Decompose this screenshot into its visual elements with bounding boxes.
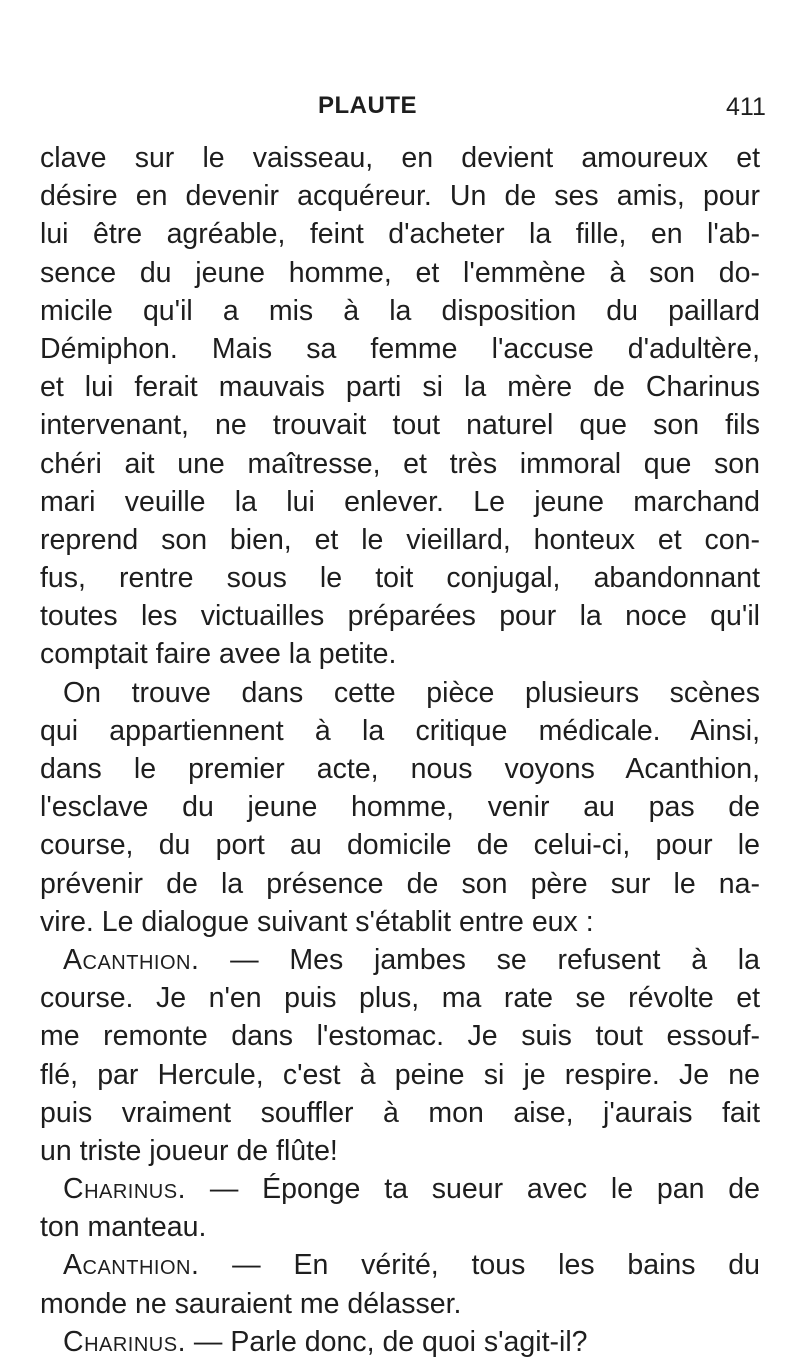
dialogue-text: — Éponge ta sueur avec le pan de: [186, 1173, 760, 1206]
dialogue-line: [40, 941, 760, 979]
speaker-name: Acanthion.: [63, 943, 200, 976]
text-line: sence du jeune homme, et l'emmène à son do-: [40, 256, 760, 289]
text-line: qui appartiennent à la critique médicale. Ainsi,: [40, 714, 760, 747]
dialogue-text: — En vérité, tous les bains du: [199, 1249, 760, 1282]
text-line: intervenant, ne trouvait tout naturel que son fils: [40, 409, 760, 442]
text-line: dans le premier acte, nous voyons Acanthion,: [40, 753, 760, 785]
dialogue-line: [40, 1170, 760, 1208]
dialogue-line: [40, 1246, 760, 1284]
text-line: micile qu'il a mis à la disposition du paillard: [40, 294, 760, 327]
text-line: prévenir de la présence de son père sur le na-: [40, 867, 760, 900]
text-line: et lui ferait mauvais parti si la mère de Charinus: [40, 371, 760, 404]
text-line: me remonte dans l'estomac. Je suis tout essouf-: [40, 1020, 760, 1053]
text-line: un triste joueur de flûte!: [40, 1134, 338, 1167]
text-line: ton manteau.: [40, 1211, 207, 1244]
text-line: reprend son bien, et le vieillard, honteux et con-: [40, 523, 760, 556]
speaker-name: Charinus.: [63, 1173, 187, 1206]
text-line: toutes les victuailles préparées pour la noce qu'il: [40, 600, 760, 633]
dialogue-text: — Parle donc, de quoi s'agit-il?: [186, 1325, 588, 1358]
text-line: flé, par Hercule, c'est à peine si je respire. Je ne: [40, 1058, 760, 1091]
text-line: course, du port au domicile de celui-ci, pour le: [40, 829, 760, 862]
text-line: course. Je n'en puis plus, ma rate se révolte et: [40, 982, 760, 1015]
text-line: vire. Le dialogue suivant s'établit entre eux :: [40, 905, 594, 938]
text-line: On trouve dans cette pièce plusieurs scènes: [63, 676, 760, 709]
body-text: [40, 139, 760, 1361]
text-line: désire en devenir acquéreur. Un de ses amis, pour: [40, 180, 760, 213]
running-title: PLAUTE: [318, 92, 417, 119]
text-line: fus, rentre sous le toit conjugal, abandonnant: [40, 562, 760, 595]
text-line: monde ne sauraient me délasser.: [40, 1287, 462, 1320]
text-line: lui être agréable, feint d'acheter la fille, en l'ab-: [40, 218, 760, 251]
dialogue-line: [40, 1323, 760, 1361]
speaker-name: Acanthion.: [63, 1249, 200, 1282]
text-line: mari veuille la lui enlever. Le jeune marchand: [40, 485, 760, 518]
text-line: chéri ait une maîtresse, et très immoral que son: [40, 447, 760, 480]
text-line: clave sur le vaisseau, en devient amoureux et: [40, 142, 760, 174]
dialogue-text: — Mes jambes se refusent à la: [199, 943, 760, 976]
page-number: 411: [726, 93, 766, 121]
text-line: Démiphon. Mais sa femme l'accuse d'adultère,: [40, 332, 760, 365]
text-line: l'esclave du jeune homme, venir au pas de: [40, 791, 760, 824]
speaker-name: Charinus.: [63, 1325, 187, 1358]
text-line: comptait faire avee la petite.: [40, 638, 397, 671]
text-line: puis vraiment souffler à mon aise, j'aurais fait: [40, 1096, 760, 1129]
